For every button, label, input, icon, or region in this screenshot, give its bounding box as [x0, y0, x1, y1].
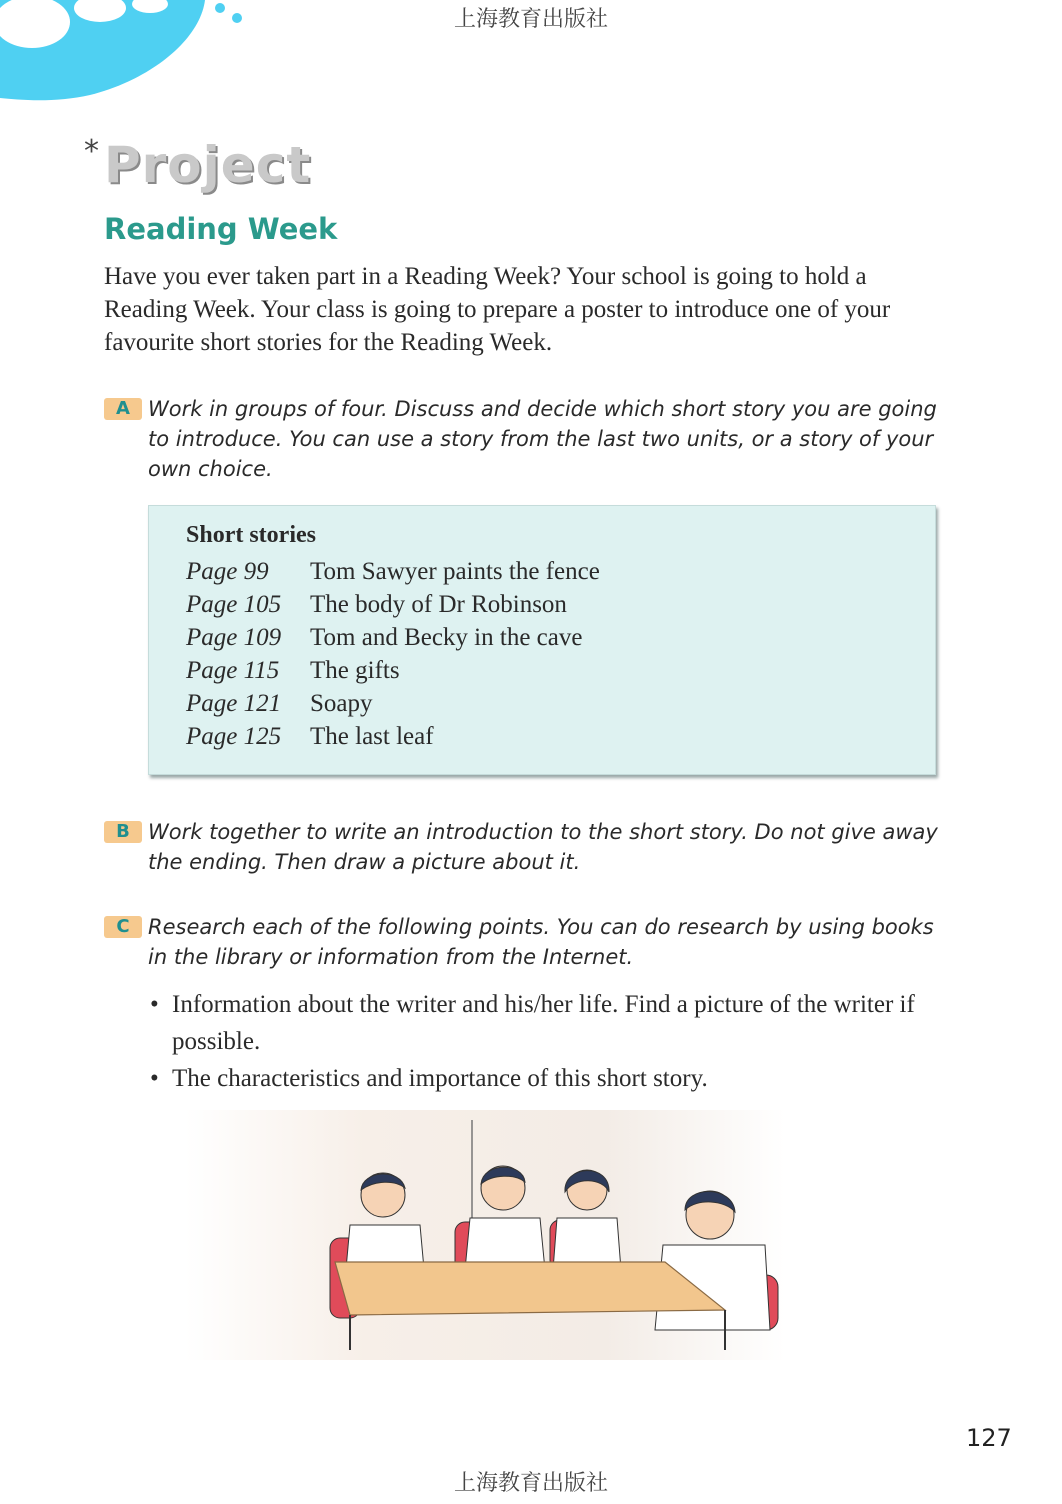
- short-stories-box: [148, 505, 936, 775]
- story-row: [186, 723, 434, 756]
- publisher-header: 上海教育出版社: [453, 7, 608, 32]
- task-a-label: A: [104, 398, 142, 420]
- students-discussion-illustration: [185, 1110, 785, 1370]
- story-page: Page 125: [186, 723, 282, 750]
- bullet-icon: •: [150, 1065, 159, 1092]
- intro-paragraph: Have you ever taken part in a Reading Week? Your school is going to hold a Reading Week. Your class is going to prepare a poster to introduce one of your favourite short stories for the Reading Week.: [104, 263, 891, 356]
- task-b-label: B: [104, 821, 142, 843]
- story-page: Page 105: [186, 591, 282, 618]
- task-c-text: Research each of the following points. You can do research by using books in the library or information from the Internet.: [148, 915, 934, 969]
- publisher-footer: 上海教育出版社: [453, 1471, 608, 1496]
- optional-marker: *: [84, 134, 99, 169]
- story-row: [186, 690, 373, 723]
- short-stories-heading: Short stories: [186, 522, 316, 548]
- research-points-list: [150, 986, 930, 1097]
- story-page: Page 115: [186, 657, 280, 684]
- story-title: Tom Sawyer paints the fence: [310, 558, 600, 585]
- list-item: [150, 986, 930, 1060]
- research-point-text: The characteristics and importance of this short story.: [172, 1065, 708, 1092]
- story-row: [186, 591, 567, 624]
- task-a-text: Work in groups of four. Discuss and decide which short story you are going to introduce. You can use a story from the last two units, or a story of your own choice.: [148, 397, 937, 481]
- research-point-text: Information about the writer and his/her life. Find a picture of the writer if possible.: [172, 991, 915, 1055]
- story-row: [186, 558, 600, 591]
- story-title: The body of Dr Robinson: [310, 591, 567, 618]
- story-page: Page 99: [186, 558, 269, 585]
- task-c-label: C: [104, 916, 142, 938]
- section-title: Reading Week: [104, 212, 338, 246]
- story-page: Page 121: [186, 690, 282, 717]
- story-title: Tom and Becky in the cave: [310, 624, 583, 651]
- page-number: 127: [966, 1424, 1012, 1452]
- project-title: Project: [104, 136, 312, 194]
- story-title: The gifts: [310, 657, 400, 684]
- story-title: The last leaf: [310, 723, 434, 750]
- story-row: [186, 624, 582, 657]
- bullet-icon: •: [150, 991, 159, 1018]
- list-item: [150, 1060, 930, 1097]
- story-page: Page 109: [186, 624, 282, 651]
- story-title: Soapy: [310, 690, 373, 717]
- story-row: [186, 657, 400, 690]
- task-b-text: Work together to write an introduction to the short story. Do not give away the ending. Then draw a picture about it.: [148, 820, 938, 874]
